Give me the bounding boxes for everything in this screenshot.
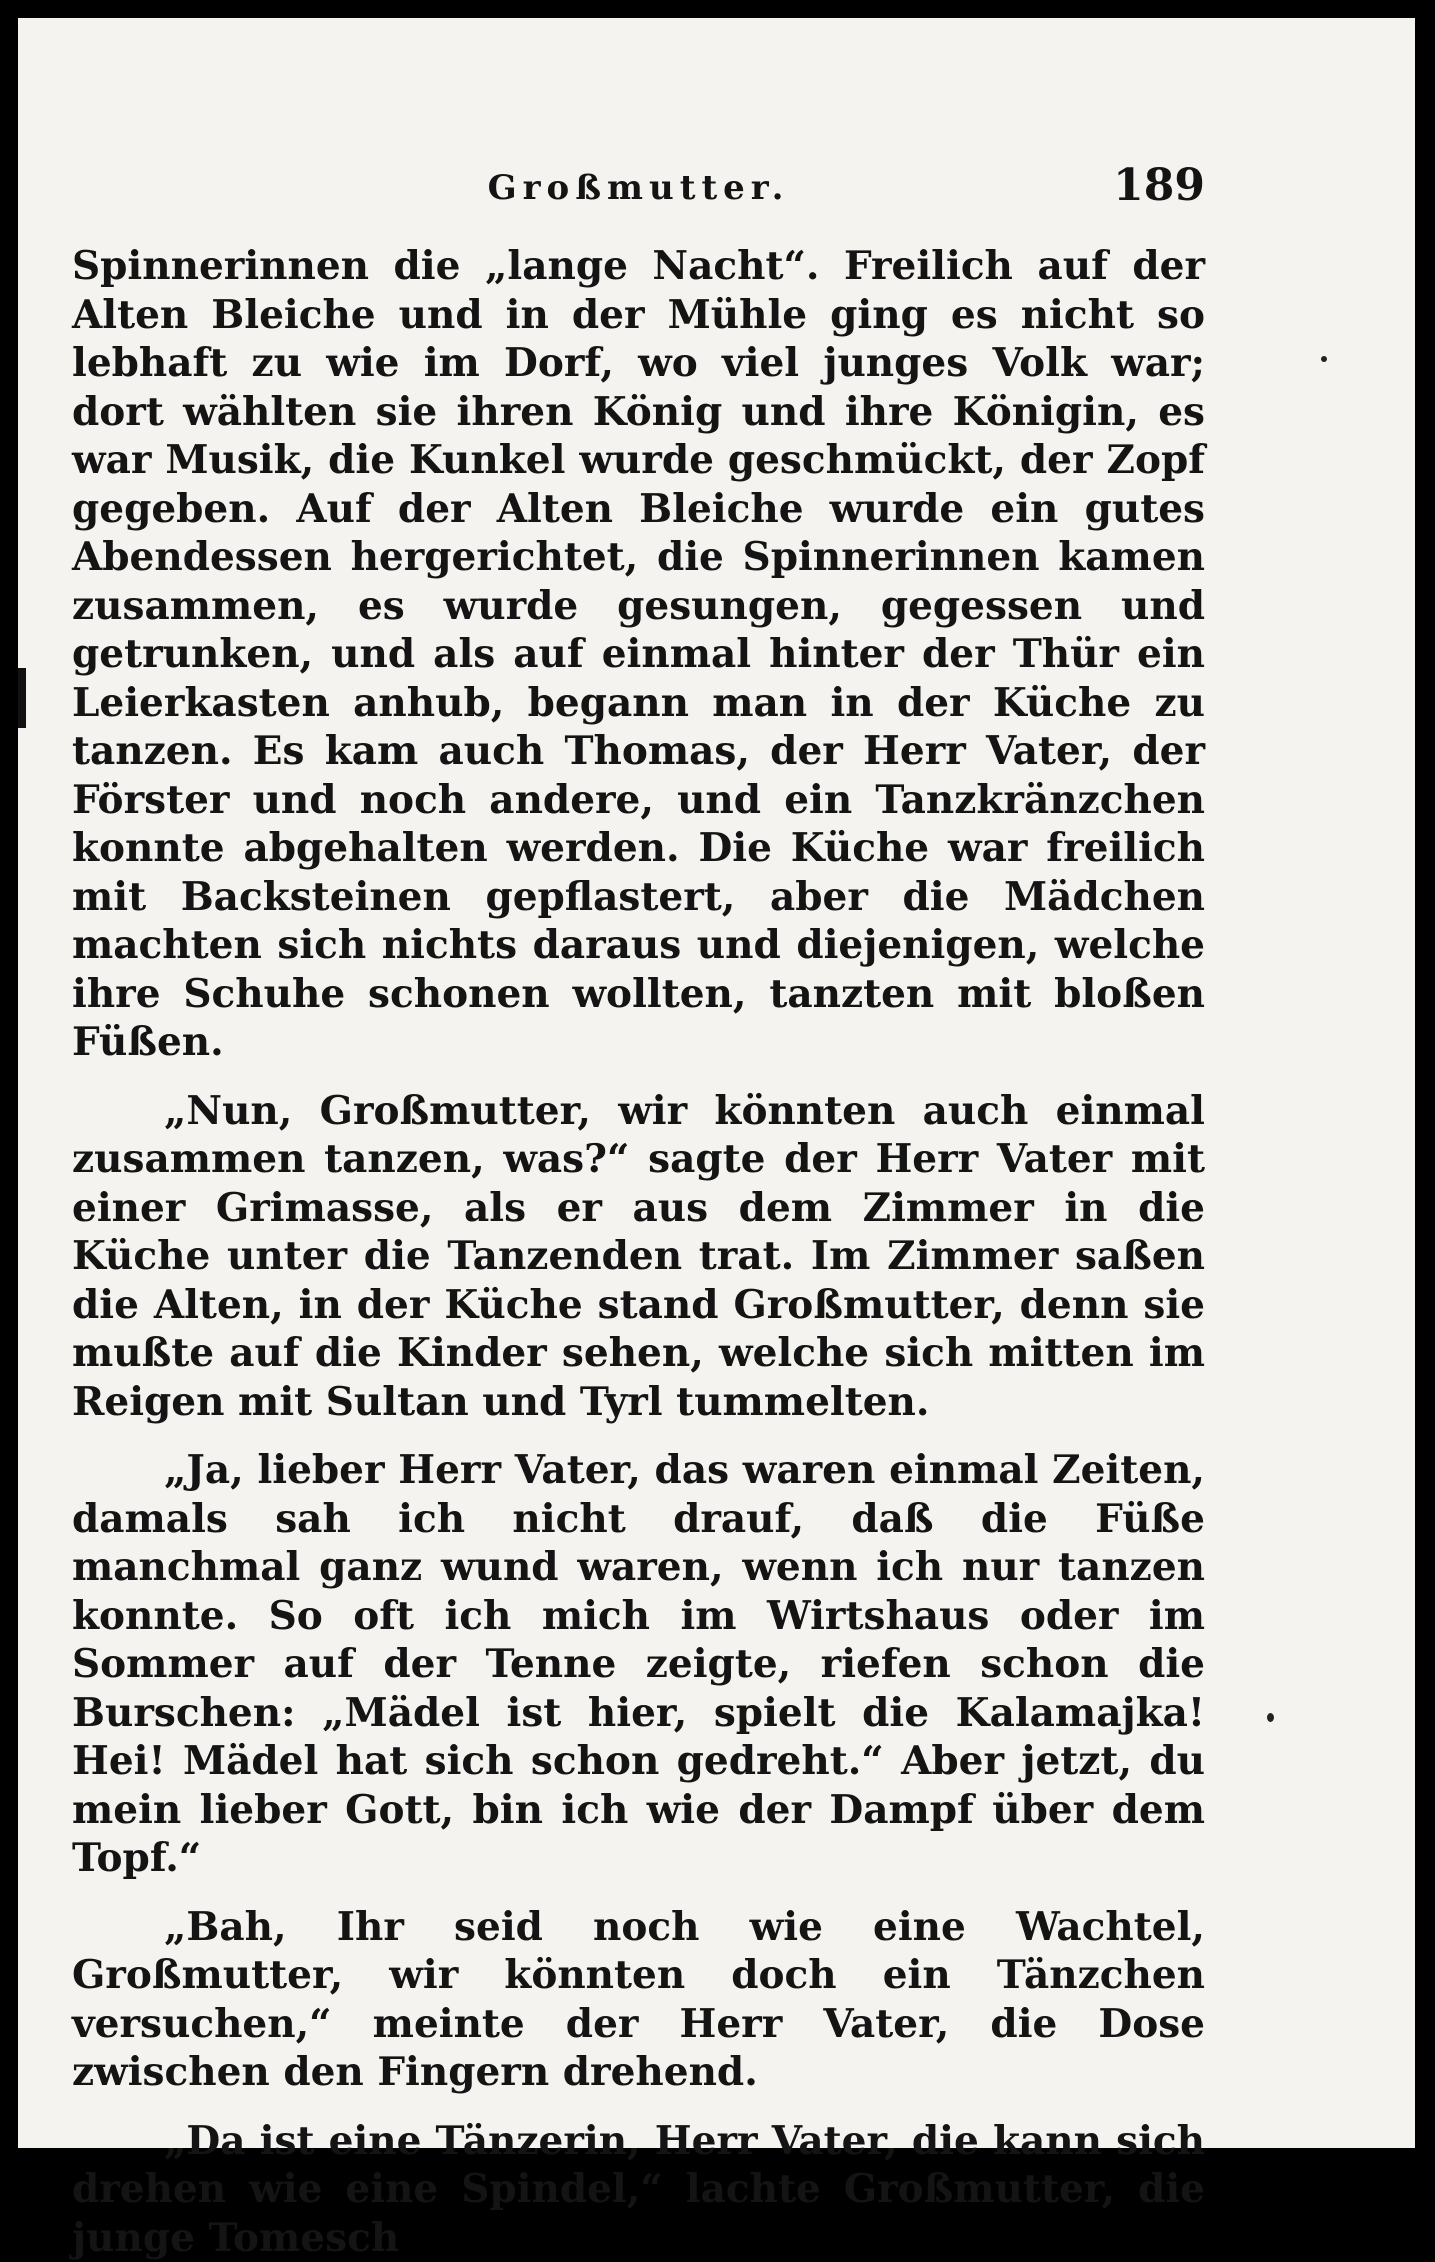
book-page bbox=[18, 18, 1415, 2148]
ink-speck bbox=[1267, 1713, 1274, 1722]
paragraph-4: „Bah, Ihr seid noch wie eine Wachtel, Großmutter, wir könnten doch ein Tänzchen versuchen,“ meinte der Herr Vater, die Dose zwischen den Fingern drehend. bbox=[72, 1903, 1205, 2097]
ink-speck bbox=[1321, 356, 1327, 362]
paragraph-2: „Nun, Großmutter, wir könnten auch einmal zusammen tanzen, was?“ sagte der Herr Vater mit einer Grimasse, als er aus dem Zimmer in die Küche unter die Tanzenden trat. Im Zimmer saßen die Alten, in der Küche stand Großmutter, denn sie mußte auf die Kinder sehen, welche sich mitten im Reigen mit Sultan und Tyrl tummelten. bbox=[72, 1087, 1205, 1427]
page-edge-mark bbox=[18, 668, 26, 728]
running-head bbox=[72, 160, 1205, 220]
paragraph-3: „Ja, lieber Herr Vater, das waren einmal Zeiten, damals sah ich nicht drauf, daß die Füße manchmal ganz wund waren, wenn ich nur tanzen konnte. So oft ich mich im Wirtshaus oder im Sommer auf der Tenne zeigte, riefen schon die Burschen: „Mädel ist hier, spielt die Kalamajka! Hei! Mädel hat sich schon gedreht.“ Aber jetzt, du mein lieber Gott, bin ich wie der Dampf über dem Topf.“ bbox=[72, 1446, 1205, 1883]
paragraph-1: Spinnerinnen die „lange Nacht“. Freilich auf der Alten Bleiche und in der Mühle ging es nicht so lebhaft zu wie im Dorf, wo viel junges Volk war; dort wählten sie ihren König und ihre Königin, es war Musik, die Kunkel wurde geschmückt, der Zopf gegeben. Auf der Alten Bleiche wurde ein gutes Abendessen hergerichtet, die Spinnerinnen kamen zusammen, es wurde gesungen, gegessen und getrunken, und als auf einmal hinter der Thür ein Leierkasten anhub, begann man in der Küche zu tanzen. Es kam auch Thomas, der Herr Vater, der Förster und noch andere, und ein Tanzkränzchen konnte abgehalten werden. Die Küche war freilich mit Backsteinen gepflastert, aber die Mädchen machten sich nichts daraus und diejenigen, welche ihre Schuhe schonen wollten, tanzten mit bloßen Füßen. bbox=[72, 242, 1205, 1067]
running-title: Großmutter. bbox=[72, 168, 1205, 208]
body-text bbox=[72, 242, 1205, 2262]
page-number: 189 bbox=[1113, 160, 1205, 211]
paragraph-5: „Da ist eine Tänzerin, Herr Vater, die kann sich drehen wie eine Spindel,“ lachte Großmutter, die junge Tomesch bbox=[72, 2117, 1205, 2262]
